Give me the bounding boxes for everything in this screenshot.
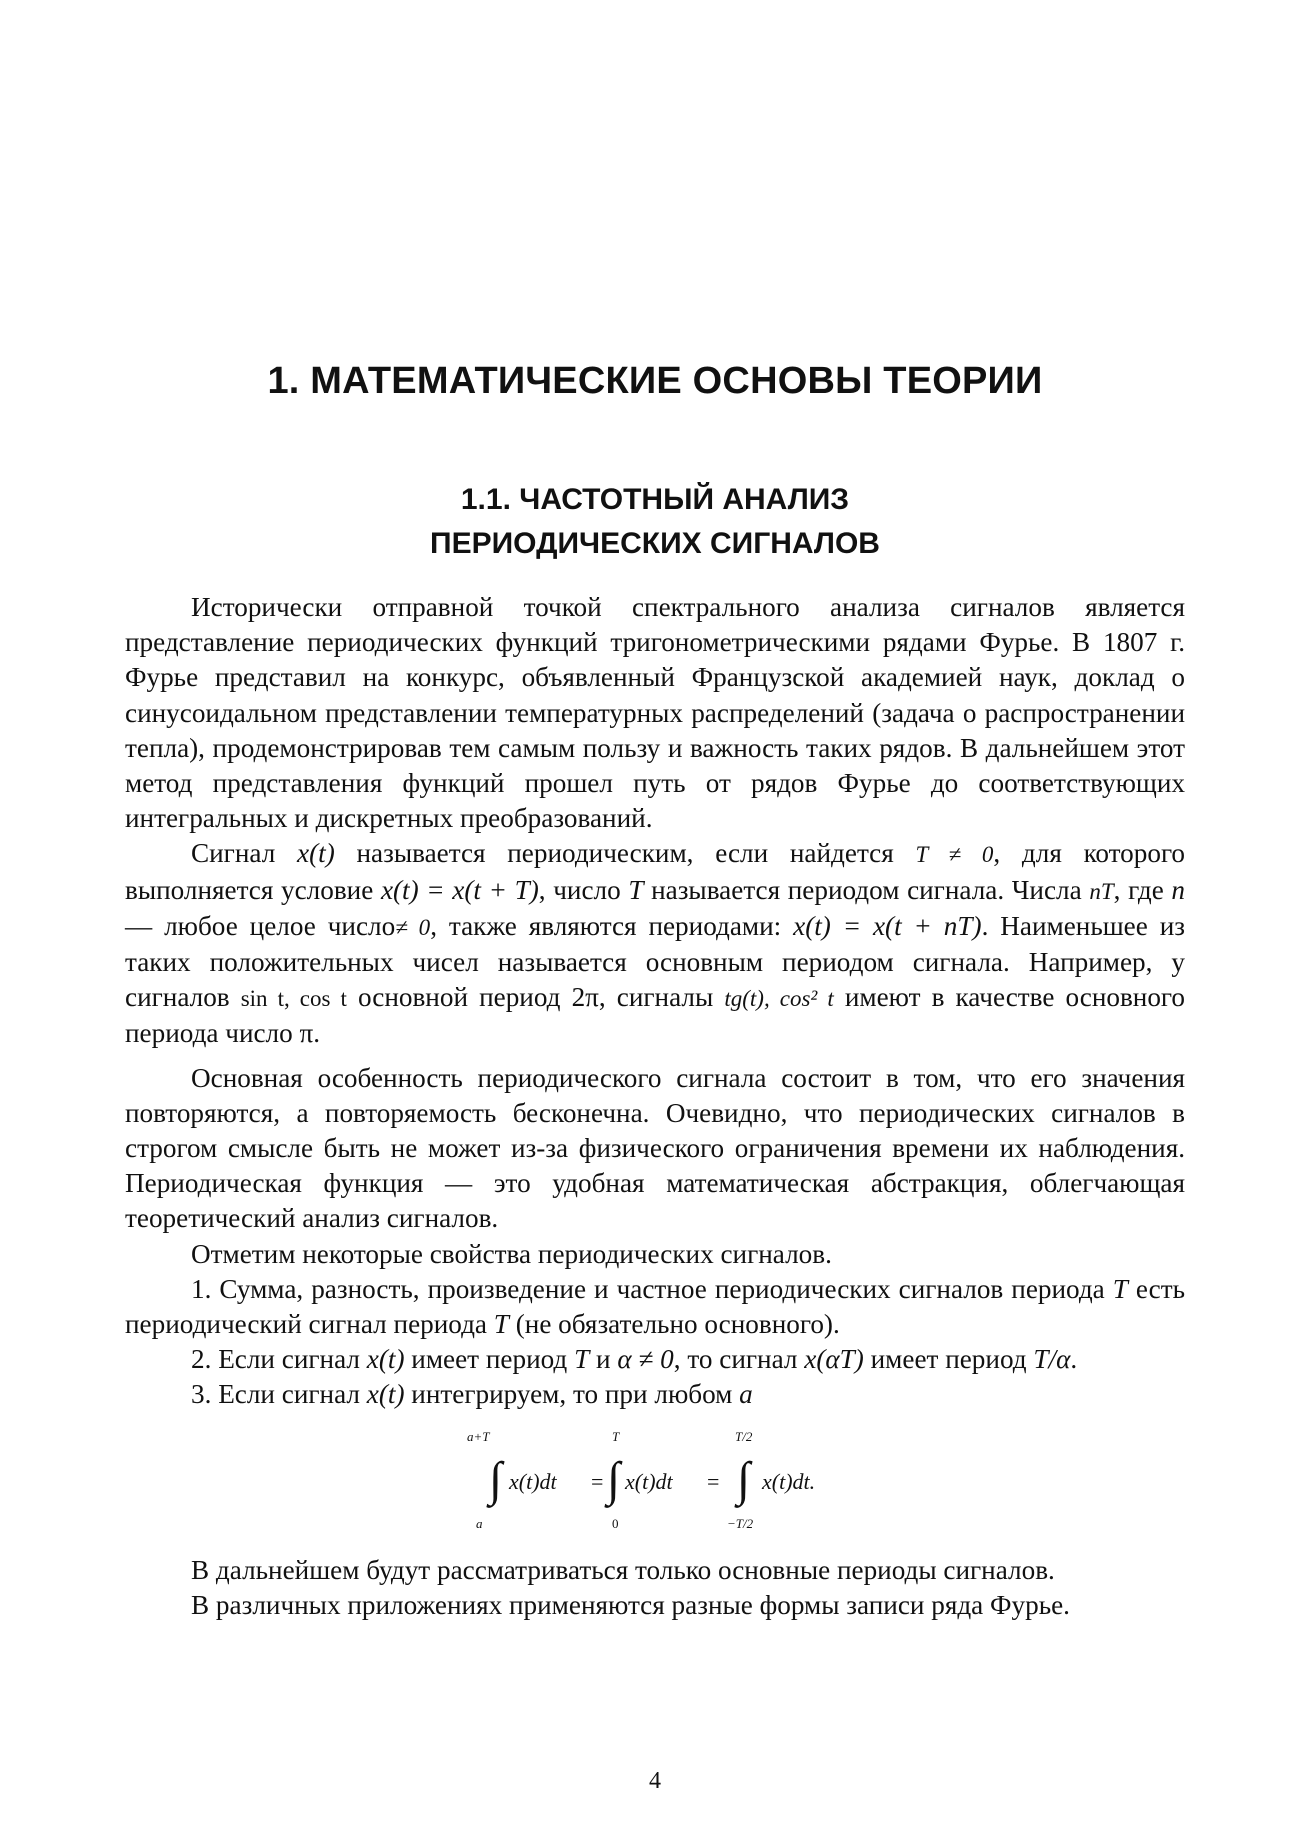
paragraph-3: Основная особенность периодического сигнала состоит в том, что его значения повторяются, а повторяемость бесконечна. Очевидно, что периодических сигналов в строгом смысле быть не может из-за физического ограничения времени их наблюдения. Периодическая функция — это удобная математическая абстракция, облегчающая теоретический анализ сигналов. bbox=[125, 1062, 1185, 1234]
math-T-ne-0: T ≠ 0 bbox=[915, 842, 994, 868]
page-number: 4 bbox=[649, 1768, 661, 1794]
paragraph-1: Исторически отправной точкой спектрального анализа сигналов является представление периодических функций тригонометрическими рядами Фурье. В 1807 г. Фурье представил на конкурс, объявленный Французской академией наук, доклад о синусоидальном представлении температурных распределений (задача о распространении тепла), продемонстрировав тем самым пользу и важность таких рядов. В дальнейшем этот метод представления функций прошел путь от рядов Фурье до соответствующих интегральных и дискретных преобразований. bbox=[125, 592, 1185, 834]
equals-1: = bbox=[591, 1468, 604, 1494]
integrand-3: x(t)dt. bbox=[762, 1468, 816, 1494]
math-sin-cos: sin t, cos t bbox=[240, 986, 347, 1012]
integral-formula bbox=[125, 1427, 1185, 1531]
integrand-2: x(t)dt bbox=[625, 1468, 673, 1494]
math-T: T bbox=[628, 874, 644, 905]
section-title-line-1: 1.1. ЧАСТОТНЫЙ АНАЛИЗ bbox=[460, 483, 850, 516]
paragraph-4: Отметим некоторые свойства периодических сигналов. bbox=[191, 1238, 832, 1269]
paragraph-2: Сигнал x(t) называется периодическим, если найдется T ≠ 0, для которого выполняется условие x(t) = x(t + T), число T называется периодом сигнала. Числа nT, где n — любое целое число≠ 0, также являются периодами: x(t) = x(t + nT). Наименьшее из таких положительных чисел называется основным периодом сигнала. Например, у сигналов sin t, cos t основной период 2π, сигналы tg(t), cos² t имеют в качестве основного периода число π. bbox=[125, 838, 1186, 1049]
paragraph-property-1: 1. Сумма, разность, произведение и частное периодических сигналов периода T есть периодический сигнал периода T (не обязательно основного). bbox=[125, 1273, 1185, 1340]
math-xt: x(t) bbox=[297, 838, 335, 869]
section-title-line-2: ПЕРИОДИЧЕСКИХ СИГНАЛОВ bbox=[430, 527, 880, 560]
integral-sign-3: ∫ bbox=[737, 1452, 751, 1506]
integral-formula-svg bbox=[465, 1427, 845, 1531]
int1-lower: a bbox=[476, 1515, 483, 1531]
paragraph-6: В различных приложениях применяются разные формы записи ряда Фурье. bbox=[191, 1589, 1070, 1620]
document-page bbox=[125, 0, 1185, 1848]
int1-upper: a+T bbox=[467, 1428, 490, 1444]
paragraph-5: В дальнейшем будут рассматриваться только основные периоды сигналов. bbox=[191, 1554, 1055, 1585]
int3-upper: T/2 bbox=[735, 1428, 753, 1444]
math-T-alpha: T/α bbox=[1033, 1344, 1071, 1375]
equals-2: = bbox=[707, 1468, 720, 1494]
integral-sign-1: ∫ bbox=[489, 1452, 503, 1506]
math-periods: x(t) = x(t + nT) bbox=[793, 910, 982, 941]
paragraph-property-2: 2. Если сигнал x(t) имеет период T и α ≠ 0, то сигнал x(αT) имеет период T/α. bbox=[191, 1344, 1078, 1375]
body-text bbox=[125, 590, 1185, 1623]
int2-upper: T bbox=[612, 1428, 620, 1444]
paragraph-property-3: 3. Если сигнал x(t) интегрируем, то при любом a bbox=[191, 1379, 753, 1410]
math-x-alphaT: x(αT) bbox=[804, 1344, 864, 1375]
int2-lower: 0 bbox=[612, 1515, 619, 1531]
integral-sign-2: ∫ bbox=[607, 1452, 621, 1506]
math-a: a bbox=[739, 1379, 753, 1410]
math-nT: nT bbox=[1089, 878, 1114, 904]
math-condition: x(t) = x(t + T) bbox=[380, 874, 539, 905]
math-ne-0: ≠ 0 bbox=[395, 914, 431, 940]
integrand-1: x(t)dt bbox=[509, 1468, 557, 1494]
chapter-title: 1. МАТЕМАТИЧЕСКИЕ ОСНОВЫ ТЕОРИИ bbox=[267, 360, 1043, 402]
section-title bbox=[125, 478, 1185, 566]
int3-lower: −T/2 bbox=[727, 1515, 754, 1531]
math-n: n bbox=[1171, 874, 1185, 905]
math-tg-cos2: tg(t), cos² t bbox=[724, 986, 834, 1012]
math-alpha-ne-0: α ≠ 0 bbox=[617, 1344, 674, 1375]
